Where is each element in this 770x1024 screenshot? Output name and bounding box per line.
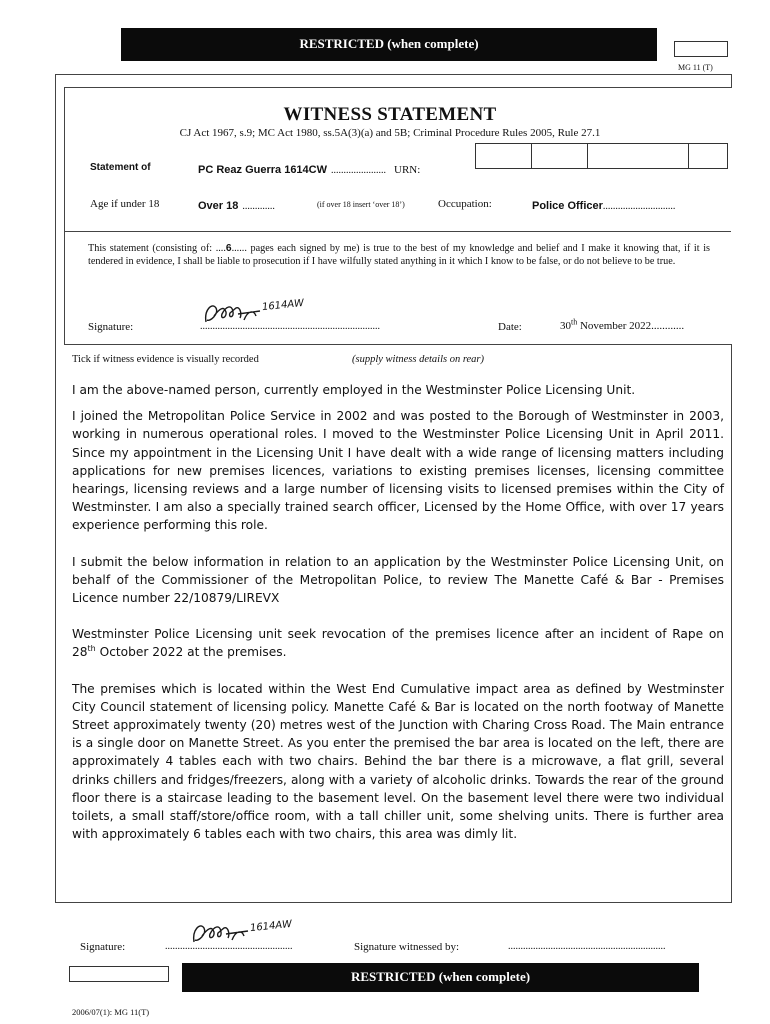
witness-name-dots: ...................... (331, 165, 386, 176)
signature-label: Signature: (88, 321, 134, 333)
footer-signature-dots: ................................................... (165, 941, 293, 952)
body-paragraph-3: I submit the below information in relation to an application by the Westminster Police Licensing Unit, on behalf of the Commissioner of the Metropolitan Police, to review The Manette Café & Bar - Premises Licence number 22/10879/LIREVX (72, 554, 724, 606)
body-paragraph-4-post: October 2022 at the premises. (95, 645, 287, 660)
signature-witnessed-dots[interactable]: ............................................................... (508, 941, 666, 952)
body-paragraph-5: The premises which is located within the West End Cumulative impact area as defined by Westminster City Council statement of licensing policy. Manette Café & Bar is located on the north footway of Manette Street approximately twenty (20) metres west of the Junction with Charing Cross Road. The Main entrance is a single door on Manette Street. As you enter the premised the bar area is located on the left, there are approximately 4 tables each with two chairs. Behind the bar there is a microwave, a flat grill, several drinks chillers and fridges/freezers, along with a variety of alcoholic drinks. Towards the rear of the ground floor there is a staircase leading to the basement level. On the basement level there were two individual toilets, a small staff/store/office room, with a tall chiller unit, some shelving units. There is further area with approximately 6 tables each with two chairs, this area was dimly lit. (72, 681, 724, 842)
age-value: Over 18 (198, 200, 239, 212)
occupation-label: Occupation: (438, 198, 492, 210)
urn-box-2[interactable] (532, 144, 588, 168)
occupation-field[interactable] (532, 196, 675, 214)
body-paragraph-4-pre: Westminster Police Licensing unit seek revocation of the premises licence after an incident of Rape on 28 (72, 627, 724, 660)
form-reference: MG 11 (T) (678, 63, 713, 72)
declaration-text (88, 242, 710, 268)
header-divider (64, 231, 731, 232)
date-rest: November 2022............ (579, 320, 685, 332)
page-title: WITNESS STATEMENT (283, 104, 497, 125)
signature-handwriting: 1614AW (261, 297, 305, 314)
date-label: Date: (498, 321, 522, 333)
visual-record-note: (supply witness details on rear) (352, 354, 485, 365)
date-day: 30 (560, 320, 571, 332)
urn-box-4[interactable] (689, 144, 727, 168)
age-note: (if over 18 insert ‘over 18’) (317, 200, 405, 209)
declaration-pre: This statement (consisting of: .... (88, 243, 226, 254)
date-field[interactable] (560, 317, 685, 332)
occupation-value: Police Officer (532, 200, 603, 212)
date-suffix: th (571, 317, 578, 327)
page-number-box-top[interactable] (674, 41, 728, 57)
declaration-pages: 6 (225, 243, 232, 254)
statement-body (72, 381, 724, 843)
footer-signature-label: Signature: (80, 941, 126, 953)
legal-reference: CJ Act 1967, s.9; MC Act 1980, ss.5A(3)(a) and 5B; Criminal Procedure Rules 2005, Rule 27.1 (179, 127, 601, 139)
body-paragraph-1: I am the above-named person, currently employed in the Westminster Police Licensing Unit. (72, 383, 636, 397)
age-label: Age if under 18 (90, 198, 160, 210)
signature-dots: ........................................................................ (200, 321, 380, 332)
restricted-banner-bottom: RESTRICTED (when complete) (182, 963, 699, 992)
visual-record-label: Tick if witness evidence is visually recorded (72, 354, 259, 365)
age-field[interactable] (198, 196, 275, 214)
footer-signature-handwriting: 1614AW (249, 918, 293, 935)
body-paragraph-4-sup: th (87, 644, 96, 654)
statement-of-field[interactable] (198, 160, 420, 178)
page-number-box-bottom[interactable] (69, 966, 169, 982)
witness-name: PC Reaz Guerra 1614CW (198, 164, 327, 176)
urn-field[interactable] (475, 143, 728, 169)
urn-box-3[interactable] (588, 144, 689, 168)
urn-box-1[interactable] (476, 144, 532, 168)
urn-label: URN: (394, 164, 421, 176)
form-code: 2006/07(1): MG 11(T) (72, 1007, 150, 1017)
restricted-banner-top: RESTRICTED (when complete) (121, 28, 657, 61)
body-paragraph-4 (72, 625, 724, 661)
signature-witnessed-label: Signature witnessed by: (354, 941, 460, 953)
body-paragraph-2: I joined the Metropolitan Police Service in 2002 and was posted to the Borough of Westminster in 2003, working in numerous operational roles. I moved to the Westminster Police Licensing Unit in April 2011. Since my appointment in the Licensing Unit I have dealt with a wide range of licensing matters including applications for new premises licences, variations to existing premises licenses, licensing committee hearings, licensing reviews and a large number of licensing visits to licensed premises within the City of Westminster. I am also a specially trained search officer, Licensed by the Home Office, with over 17 years experience performing this role. (72, 409, 724, 533)
declaration-post: ...... pages each signed by me) is true to the best of my knowledge and belief and I make it knowing that, if it is tendered in evidence, I shall be liable to prosecution if I have wilfully stated anything in it which I know to be false, or do not believe to be true. (88, 243, 710, 267)
statement-of-label: Statement of (90, 162, 151, 173)
occupation-dots: ............................. (602, 201, 676, 212)
age-dots: ............. (242, 201, 275, 212)
